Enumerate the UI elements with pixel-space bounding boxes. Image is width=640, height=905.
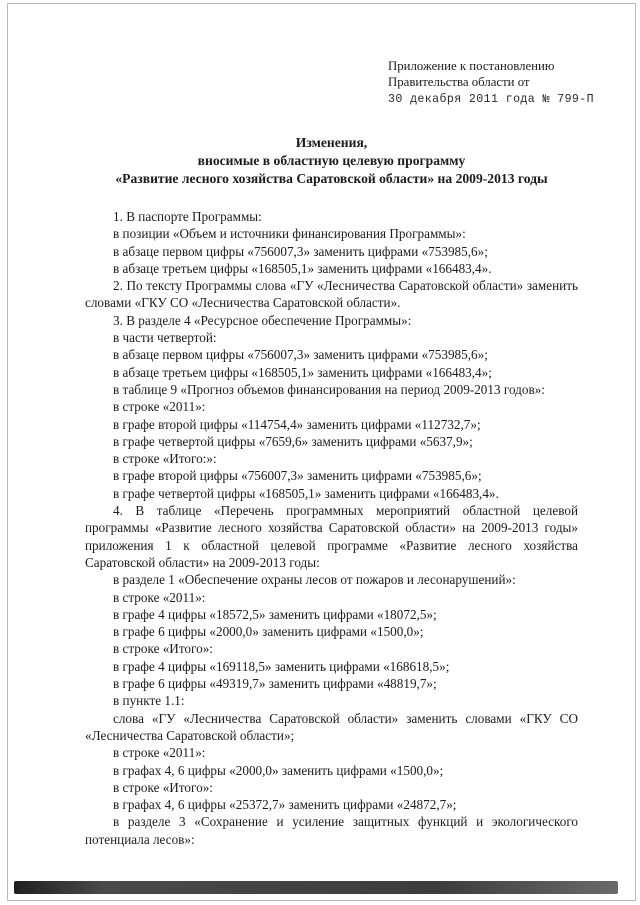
header-line-2: Правительства области от (388, 75, 530, 89)
paragraph: в графе четвертой цифры «7659,6» заменить цифрами «5637,9»; (113, 433, 473, 449)
paragraph: в абзаце первом цифры «756007,3» заменить цифрами «753985,6»; (113, 347, 488, 363)
paragraph: в строке «2011»: (113, 399, 206, 415)
paragraph: в разделе 3 «Сохранение и усиление защитных функций и экологического потенциала лесов»: (85, 814, 578, 847)
title-line-1: Изменения, (295, 135, 368, 150)
paragraph: в абзаце первом цифры «756007,3» заменить цифрами «753985,6»; (113, 243, 488, 259)
scan-artifact-bar (14, 881, 618, 894)
paragraph: в графах 4, 6 цифры «25372,7» заменить цифрами «24872,7»; (113, 797, 457, 813)
paragraph: в графах 4, 6 цифры «2000,0» заменить цифрами «1500,0»; (113, 762, 444, 778)
paragraph: в графе 4 цифры «18572,5» заменить цифрами «18072,5»; (113, 606, 437, 622)
paragraph: в абзаце третьем цифры «168505,1» заменить цифрами «166483,4». (113, 260, 492, 276)
paragraph: в абзаце третьем цифры «168505,1» заменить цифрами «166483,4»; (113, 364, 492, 380)
paragraph: в строке «Итого»: (113, 641, 213, 657)
title-line-3: «Развитие лесного хозяйства Саратовской области» на 2009-2013 годы (115, 171, 548, 186)
paragraph: в графе четвертой цифры «168505,1» заменить цифрами «166483,4». (113, 485, 499, 501)
paragraph: в пункте 1.1: (113, 693, 185, 709)
paragraph: в таблице 9 «Прогноз объемов финансирования на период 2009-2013 годов»: (113, 381, 545, 397)
paragraph: в графе 6 цифры «2000,0» заменить цифрами «1500,0»; (113, 624, 424, 640)
title-line-2: вносимые в областную целевую программу (197, 153, 466, 168)
header-date-number: 30 декабря 2011 года № 799-П (388, 93, 595, 106)
paragraph: в строке «2011»: (113, 745, 206, 761)
paragraph: в части четвертой: (113, 330, 217, 346)
paragraph: в графе второй цифры «756007,3» заменить цифрами «753985,6»; (113, 468, 482, 484)
paragraph: слова «ГУ «Лесничества Саратовской области» заменить словами «ГКУ СО «Лесничества Саратовской области»; (85, 710, 578, 743)
paragraph: в строке «Итого»: (113, 779, 213, 795)
header-line-1: Приложение к постановлению (388, 59, 555, 73)
document-header (388, 58, 628, 108)
paragraph: в строке «2011»: (113, 589, 206, 605)
document-title (85, 134, 578, 188)
paragraph: в графе 6 цифры «49319,7» заменить цифрами «48819,7»; (113, 676, 437, 692)
paragraph: в графе второй цифры «114754,4» заменить цифрами «112732,7»; (113, 416, 481, 432)
paragraph: в графе 4 цифры «169118,5» заменить цифрами «168618,5»; (113, 658, 450, 674)
paragraph: в строке «Итого:»: (113, 451, 217, 467)
paragraph: 4. В таблице «Перечень программных мероприятий областной целевой программы «Развитие лесного хозяйства Саратовской области» на 2009-2013 годы» приложения 1 к областной целевой программе «Развитие лесного хозяйства Саратовской области» на 2009-2013 годы: (85, 503, 578, 570)
paragraph: в позиции «Объем и источники финансирования Программы»: (113, 226, 466, 242)
paragraph: в разделе 1 «Обеспечение охраны лесов от пожаров и лесонарушений»: (113, 572, 516, 588)
paragraph: 1. В паспорте Программы: (113, 209, 262, 224)
paragraph: 2. По тексту Программы слова «ГУ «Лесничества Саратовской области» заменить словами «ГКУ СО «Лесничества Саратовской области». (85, 278, 578, 311)
document-body (85, 208, 578, 848)
paragraph: 3. В разделе 4 «Ресурсное обеспечение Программы»: (113, 312, 412, 328)
